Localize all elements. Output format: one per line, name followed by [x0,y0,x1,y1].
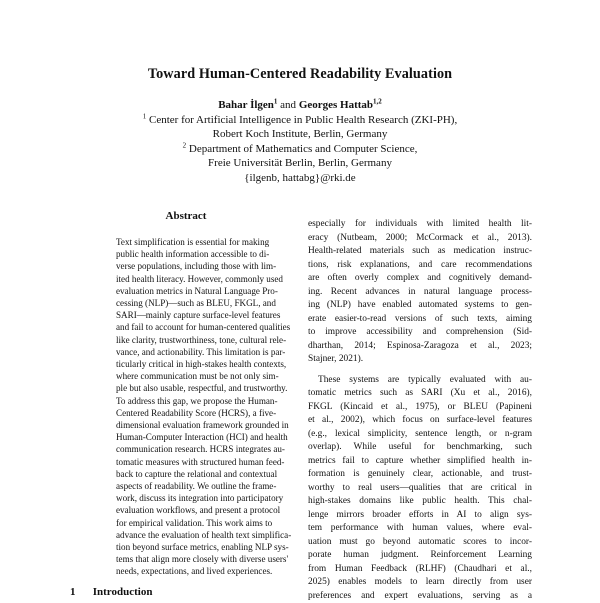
text-line: These systems are typically evaluated with au- [308,374,532,388]
text-line: formation is genuinely clear, actionable, and trust- [308,468,532,482]
text-line: cessing (NLP)—such as BLEU, FKGL, and [116,297,256,309]
text-line: vance, and actionability. This limitation is par- [116,346,256,358]
affiliation-1-line-2: Robert Koch Institute, Berlin, Germany [0,127,600,142]
affiliation-2-line-1: Department of Mathematics and Computer Science, [189,143,417,155]
affiliation-1-sup: 1 [143,112,147,120]
text-line: Health-related materials such as medication instruc- [308,245,532,259]
abstract-body [116,236,256,578]
text-line: from Human Feedback (RLHF) (Chaudhari et al., [308,563,532,577]
text-line: evaluation metrics in Natural Language Pro- [116,285,256,297]
text-line: and fail to account for human-centered qualities [116,321,256,333]
text-line: evaluation workflows, and present a protocol [116,504,256,516]
abstract-heading: Abstract [112,210,260,222]
section-number: 1 [70,586,90,598]
text-line: Human-Computer Interaction (HCI) and health [116,431,256,443]
text-line: Centered Readability Score (HCRS), a five- [116,407,256,419]
text-line: erate easier-to-read versions of such texts, aiming [308,313,532,327]
text-line: eracy (Nutbeam, 2000; McCormack et al., 2013). [308,232,532,246]
affiliation-2-line-2: Freie Universität Berlin, Berlin, Germany [0,156,600,171]
author-block [0,98,600,186]
text-line: verse populations, including those with lim- [116,260,256,272]
text-line: public health information accessible to di- [116,248,256,260]
affiliation-2-sup: 2 [183,141,187,149]
affiliation-1-line-1: Center for Artificial Intelligence in Public Health Research (ZKI-PH), [149,114,457,126]
text-line: high-stakes domains like public health. This chal- [308,495,532,509]
text-line: especially for individuals with limited health lit- [308,218,532,232]
text-line: ited health literacy. However, commonly used [116,273,256,285]
author-2: Georges Hattab [299,99,373,111]
text-line: dharthan, 2014; Espinosa-Zaragoza et al., 2023; [308,340,532,354]
text-line: like clarity, trustworthiness, tone, cultural rele- [116,334,256,346]
author-conjunction: and [280,99,296,111]
affiliation-2 [0,142,600,157]
text-line: to improve accessibility and comprehension (Sid- [308,326,532,340]
text-line: work, discuss its integration into participatory [116,492,256,504]
text-line: ple but also usable, respectful, and trustworthy. [116,382,256,394]
text-line: FKGL (Kincaid et al., 1975), or BLEU (Papineni [308,401,532,415]
text-line: Text simplification is essential for making [116,236,256,248]
body-paragraph-2 [308,374,532,603]
text-line: tomatic measures with structured human feed- [116,456,256,468]
text-line: et al., 2002), which focus on surface-level features [308,414,532,428]
text-line: needs, expectations, and lived experiences. [116,565,256,577]
text-line: ing (NLP) have enabled automated systems to gen- [308,299,532,313]
text-line: back to capture the relational and contextual [116,468,256,480]
text-line: for empirical validation. This work aims to [116,517,256,529]
author-names [0,98,600,113]
text-line: tem performance with human values, where eval- [308,522,532,536]
author-1-sup: 1 [274,97,278,105]
author-email: {ilgenb, hattabg}@rki.de [0,171,600,186]
paper-title: Toward Human-Centered Readability Evaluation [0,66,600,83]
text-line: communication research. HCRS integrates au- [116,443,256,455]
text-line: SARI—mainly capture surface-level features [116,309,256,321]
text-line: overlap). While useful for benchmarking, such [308,441,532,455]
text-line: Stajner, 2021). [308,353,532,367]
paragraph-gap [308,367,532,374]
text-line: tems that align more closely with diverse users' [116,553,256,565]
section-title: Introduction [93,586,153,598]
text-line: are often overly complex and cognitively demand- [308,272,532,286]
text-line: dimensional evaluation framework grounded in [116,419,256,431]
text-line: porate human judgment. Reinforcement Learning [308,549,532,563]
body-paragraph-1 [308,218,532,367]
text-line: lenge mirrors broader efforts in AI to align sys- [308,509,532,523]
text-line: (e.g., lexical simplicity, sentence length, or n-gram [308,428,532,442]
text-line: ing. Recent advances in natural language process- [308,286,532,300]
text-line: tomatic metrics such as SARI (Xu et al., 2016), [308,387,532,401]
affiliation-1 [0,113,600,128]
text-line: worthy to real users—qualities that are critical in [308,482,532,496]
author-1: Bahar İlgen [218,99,274,111]
text-line: To address this gap, we propose the Human- [116,395,256,407]
text-line: tions, risk explanations, and care recommendations [308,259,532,273]
text-line: preferences and expert evaluations, serving as a [308,590,532,603]
text-line: where communication must be not only sim- [116,370,256,382]
text-line: aspects of readability. We outline the frame- [116,480,256,492]
section-heading [70,586,152,598]
text-line: metrics fail to capture whether simplified health in- [308,455,532,469]
text-line: advance the evaluation of health text simplifica- [116,529,256,541]
right-column [308,218,532,603]
text-line: 2025) enables models to learn directly from user [308,576,532,590]
text-line: ticularly critical in high-stakes health contexts, [116,358,256,370]
text-line: uation must go beyond automatic scores to incor- [308,536,532,550]
text-line: tion beyond surface metrics, enabling NLP sys- [116,541,256,553]
author-2-sup: 1,2 [373,97,382,105]
